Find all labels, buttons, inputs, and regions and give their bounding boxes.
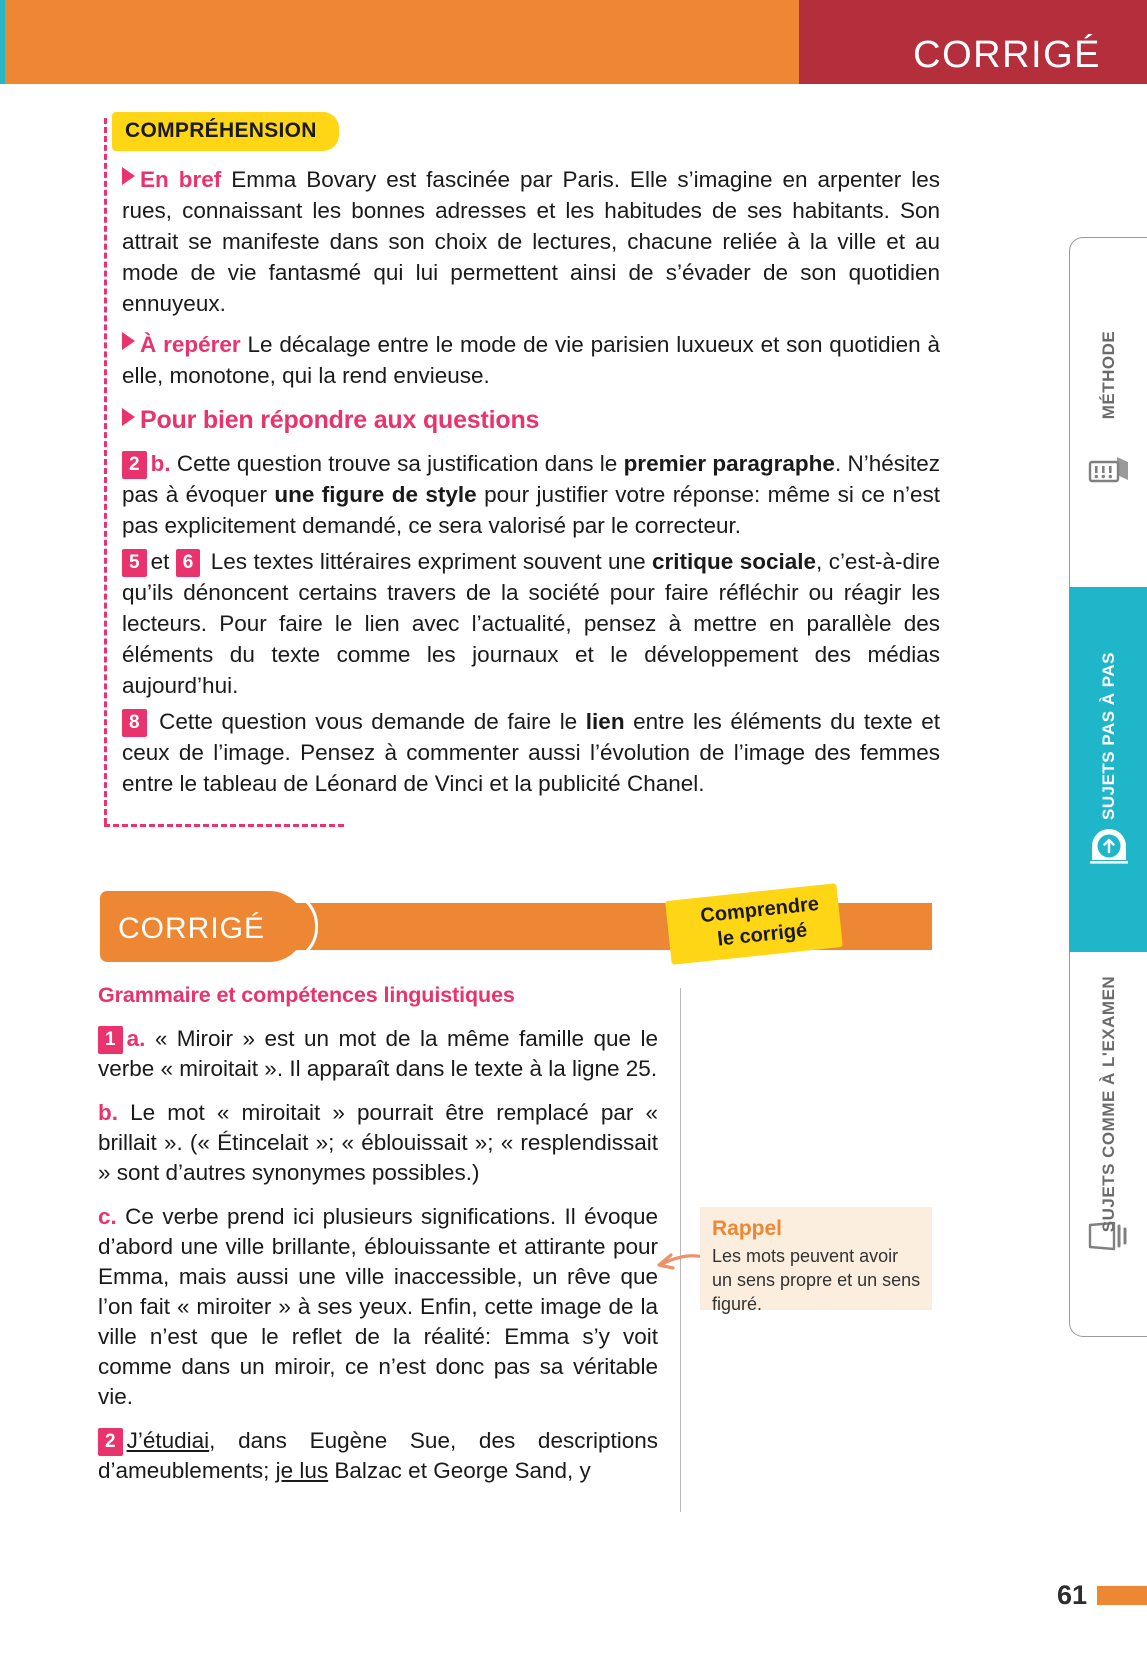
question-number-badge-2: 2 bbox=[98, 1428, 123, 1456]
book-stack-icon bbox=[1087, 454, 1131, 493]
answer-letter: b. bbox=[150, 451, 171, 476]
answer-text-2c: pour justifier votre réponse: même si ce n’est pas explicitement demandé, ce sera valorisé par le correcteur. bbox=[122, 482, 940, 538]
answer-note-5-6 bbox=[122, 546, 940, 701]
triangle-bullet-icon-3 bbox=[122, 408, 135, 426]
sidebar-item-sujets-examen[interactable] bbox=[1069, 952, 1147, 1337]
question-number-badge-5: 5 bbox=[122, 549, 147, 577]
sidebar-item-methode[interactable] bbox=[1069, 237, 1147, 587]
answer-text-56b: , c’est-à-dire qu’ils dénoncent certains travers de la société pour faire réfléchir ou réagir les lecteurs. Pour faire le lien avec l’actualité, pensez à mettre en parallèle des éléments du texte comme les journaux et le développement des médias aujourd’hui. bbox=[122, 549, 940, 698]
comprehension-item-a-reperer bbox=[122, 329, 940, 391]
comprehension-body bbox=[122, 164, 940, 804]
corrige-underlined-1: J’étudiai bbox=[126, 1428, 210, 1453]
triangle-bullet-icon-2 bbox=[122, 332, 135, 350]
question-number-badge-1: 1 bbox=[98, 1026, 123, 1054]
corrige-answer-1c bbox=[98, 1202, 658, 1412]
page-number-bar bbox=[1097, 1586, 1147, 1605]
triangle-bullet-icon bbox=[122, 167, 135, 185]
question-number-badge-6: 6 bbox=[176, 549, 201, 577]
answer-bold-2a: premier paragraphe bbox=[623, 451, 835, 476]
comprehension-section-heading: Pour bien répondre aux questions bbox=[140, 406, 540, 434]
a-reperer-text: Le décalage entre le mode de vie parisien luxueux et son quotidien à elle, monotone, qui la rend envieuse. bbox=[122, 332, 940, 388]
rappel-arrow-icon bbox=[655, 1243, 705, 1277]
answer-text-56a: Les textes littéraires expriment souvent une bbox=[204, 549, 653, 574]
sticker-line-2: le corrigé bbox=[716, 919, 809, 951]
corrige-letter-b: b. bbox=[98, 1100, 118, 1125]
corrige-text-1a: « Miroir » est un mot de la même famille que le verbe « miroitait ». Il apparaît dans le texte à la ligne 25. bbox=[98, 1026, 658, 1081]
corrige-text-1c: Ce verbe prend ici plusieurs significations. Il évoque d’abord une ville brillante, éblouissante et attirante pour Emma, mais aussi une ville inaccessible, un rêve que l’on fait « miroiter » à ses yeux. Enfin, cette image de la ville n’est que le reflet de la réalité: Emma s’y voit comme dans un miroir, ce n’est donc pas sa véritable vie. bbox=[98, 1204, 658, 1409]
corrige-answer-2 bbox=[98, 1426, 658, 1486]
rappel-body: Les mots peuvent avoir un sens propre et un sens figuré. bbox=[712, 1246, 921, 1314]
page-number: 61 bbox=[1056, 1580, 1087, 1610]
corrige-answer-1a bbox=[98, 1024, 658, 1084]
comprehension-section-heading-row bbox=[122, 405, 940, 436]
corrige-text-column bbox=[98, 980, 658, 1500]
sidebar-item-label-methode: MÉTHODE bbox=[1098, 330, 1118, 419]
sidebar-item-label-sujets-pas-a-pas: SUJETS PAS À PAS bbox=[1098, 651, 1118, 820]
page-header-band bbox=[0, 0, 1147, 84]
corrige-text-2mid: , dans Eugène Sue, des descriptions d’ameublements; bbox=[98, 1428, 658, 1483]
rappel-title: Rappel bbox=[712, 1217, 783, 1240]
sidebar-item-label-sujets-examen: SUJETS COMME À L'EXAMEN bbox=[1098, 975, 1118, 1233]
en-bref-lead: En bref bbox=[140, 167, 222, 192]
arrow-up-circle-icon bbox=[1086, 826, 1132, 871]
corrige-letter-a: a. bbox=[126, 1026, 146, 1051]
answer-note-2 bbox=[122, 448, 940, 541]
answer-text-2b: . N’hésitez pas à évoquer bbox=[122, 451, 941, 507]
page-footer bbox=[1057, 1580, 1147, 1611]
comprehension-bottom-dashed-rule bbox=[104, 824, 344, 827]
page-title: CORRIGÉ bbox=[913, 34, 1101, 76]
corrige-answer-1b bbox=[98, 1098, 658, 1188]
en-bref-text: Emma Bovary est fascinée par Paris. Elle s’imagine en arpenter les rues, connaissant les bonnes adresses et les habitudes de ses habitants. Son attrait se manifeste dans son choix de lectures, chacune reliée à la ville et au mode de vie fantasmé qui lui permettent ainsi de s’évader de son quotidien ennuyeux. bbox=[122, 167, 940, 316]
answer-text-8b: entre les éléments du texte et ceux de l’image. Pensez à commenter aussi l’évolution de l’image des femmes entre le tableau de Léonard de Vinci et la publicité Chanel. bbox=[122, 709, 941, 796]
answer-joiner: et bbox=[150, 549, 170, 574]
corrige-text-2tail: Balzac et George Sand, y bbox=[328, 1458, 591, 1483]
header-left-accent bbox=[0, 0, 5, 84]
corrige-letter-c: c. bbox=[98, 1204, 117, 1229]
answer-bold-8: lien bbox=[585, 709, 625, 734]
corrige-text-1b: Le mot « miroitait » pourrait être remplacé par « brillait ». (« Étincelait »; « éblouissait »; « resplendissait » sont d’autres synonymes possibles.) bbox=[98, 1100, 658, 1185]
comprehension-badge: COMPRÉHENSION bbox=[112, 112, 339, 151]
answer-bold-56: critique sociale bbox=[652, 549, 817, 574]
sticker-line-1: Comprendre bbox=[699, 892, 820, 928]
answer-text-2a: Cette question trouve sa justification dans le bbox=[170, 451, 624, 476]
corrige-banner-arc bbox=[284, 891, 318, 962]
comprehension-left-dashed-rule bbox=[104, 118, 108, 824]
answer-text-8a: Cette question vous demande de faire le bbox=[150, 709, 586, 734]
a-reperer-lead: À repérer bbox=[140, 332, 241, 357]
sidebar-tab-rail bbox=[1069, 237, 1147, 1337]
rappel-callout bbox=[700, 1207, 932, 1314]
corrige-banner-label: CORRIGÉ bbox=[118, 912, 266, 945]
corrige-sub-heading: Grammaire et compétences linguistiques bbox=[98, 983, 515, 1007]
question-number-badge: 2 bbox=[122, 451, 147, 479]
comprehension-item-en-bref bbox=[122, 164, 940, 319]
question-number-badge-8: 8 bbox=[122, 709, 147, 737]
answer-bold-2b: une figure de style bbox=[274, 482, 477, 507]
answer-note-8 bbox=[122, 706, 940, 799]
corrige-underlined-2: je lus bbox=[275, 1458, 329, 1483]
sidebar-item-sujets-pas-a-pas[interactable] bbox=[1069, 587, 1147, 952]
